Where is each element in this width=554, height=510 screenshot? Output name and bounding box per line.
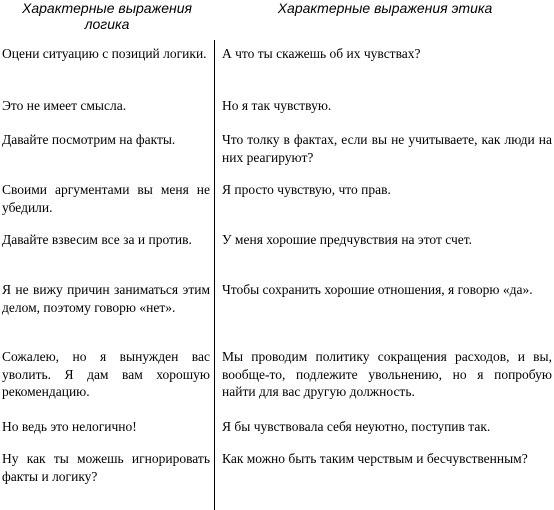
ethic-phrase: Как можно быть таким черствым и бесчувственным? bbox=[222, 451, 528, 466]
logic-phrase: Я не вижу причин заниматься этим делом, поэтому говорю «нет». bbox=[2, 282, 210, 315]
ethic-phrase: У меня хорошие предчувствия на этот счет. bbox=[222, 232, 473, 247]
column-divider bbox=[214, 40, 215, 510]
logic-phrase: Оцени ситуацию с позиций логики. bbox=[2, 46, 207, 61]
ethic-phrase: Я просто чувствую, что прав. bbox=[222, 182, 391, 197]
ethic-phrase: Я бы чувствовала себя неуютно, поступив так. bbox=[222, 419, 491, 434]
logic-phrase: Это не имеет смысла. bbox=[2, 98, 127, 113]
ethic-phrase: Но я так чувствую. bbox=[222, 98, 332, 113]
logic-phrase: Своими аргументами вы меня не убедили. bbox=[2, 182, 210, 215]
header-logic: Характерные выражения логика bbox=[22, 0, 192, 32]
header-ethic: Характерные выражения этика bbox=[277, 0, 493, 16]
logic-phrase: Давайте взвесим все за и против. bbox=[2, 232, 192, 247]
ethic-phrase: Чтобы сохранить хорошие отношения, я говорю «да». bbox=[222, 282, 533, 297]
logic-phrase: Давайте посмотрим на факты. bbox=[2, 132, 176, 147]
logic-phrase: Сожалею, но я вынужден вас уволить. Я дам вам хорошую рекомендацию. bbox=[2, 349, 210, 399]
ethic-phrase: Что толку в фактах, если вы не учитываете, как люди на них реагируют? bbox=[222, 132, 552, 165]
ethic-phrase: А что ты скажешь об их чувствах? bbox=[222, 46, 421, 61]
logic-phrase: Но ведь это нелогично! bbox=[2, 419, 137, 434]
logic-phrase: Ну как ты можешь игнорировать факты и логику? bbox=[2, 451, 210, 484]
ethic-phrase: Мы проводим политику сокращения расходов, и вы, вообще-то, подлежите увольнению, но я попробую найти для вас другую должность. bbox=[222, 349, 552, 399]
